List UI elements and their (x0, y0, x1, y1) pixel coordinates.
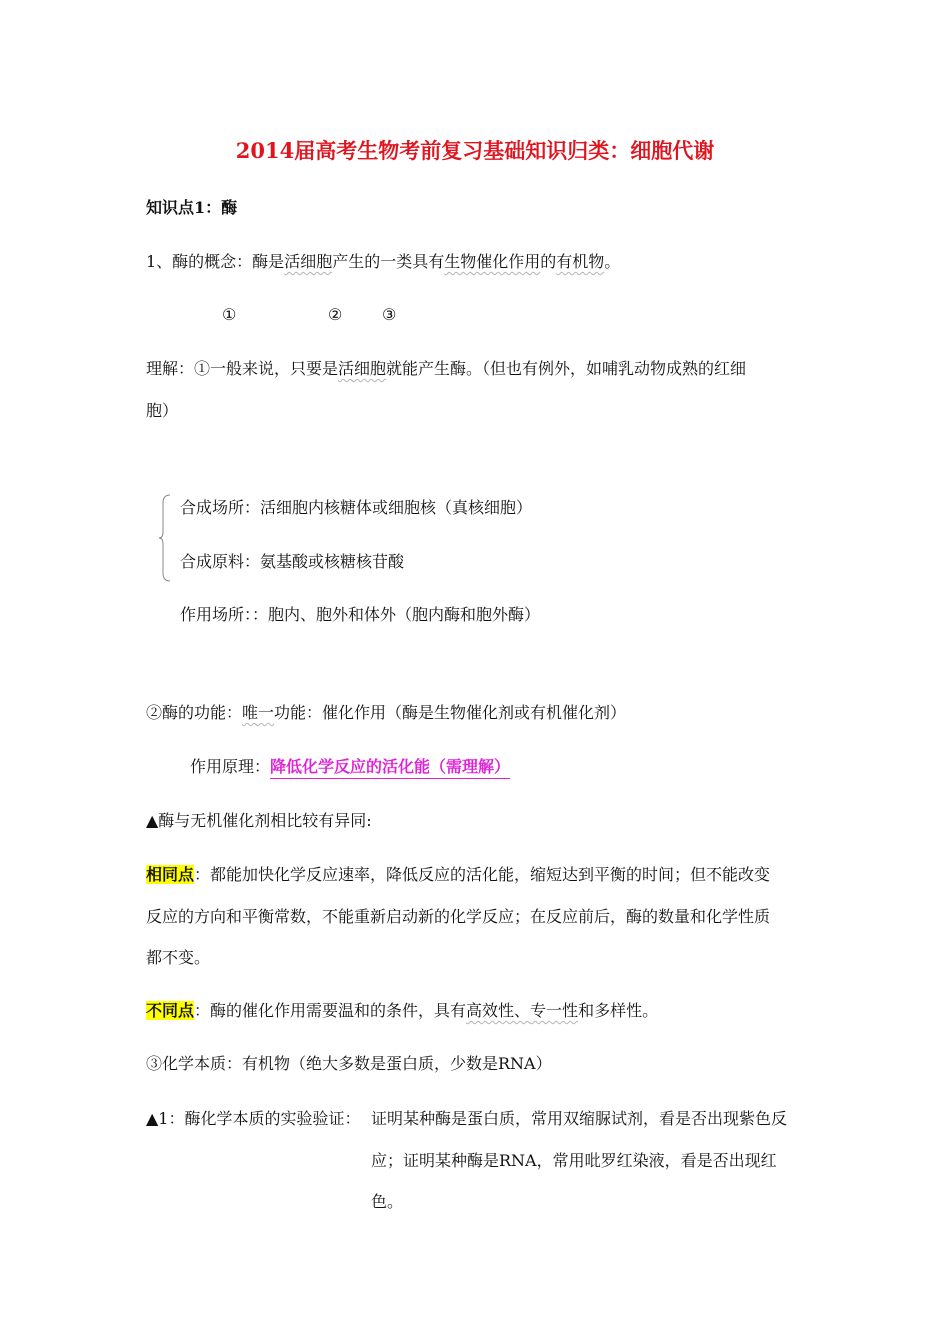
synthesis-site: 合成场所：活细胞内核糖体或细胞核（真核细胞） (180, 498, 533, 517)
understanding-line-1 (146, 361, 746, 377)
section-heading-enzyme: 知识点1：酶 (146, 198, 238, 217)
diff-term-efficiency: 高效性、 (466, 1001, 531, 1020)
concept-prefix: 1、酶的概念：酶是 (146, 252, 285, 271)
principle-label: 作用原理： (190, 757, 271, 776)
understanding-term-living-cell: 活细胞 (338, 359, 387, 378)
principle-line (190, 759, 510, 775)
experiment-label: ▲1：酶化学本质的实验验证： (146, 1109, 361, 1128)
experiment-line-1: 证明某种酶是蛋白质，常用双缩脲试剂，看是否出现紫色反 (371, 1109, 788, 1128)
nature-line: ③化学本质：有机物（绝大多数是蛋白质，少数是RNA） (146, 1054, 552, 1073)
experiment-line-2: 应；证明某种酶是RNA，常用吡罗红染液，看是否出现红 (371, 1151, 777, 1170)
diff-rest: 和多样性。 (578, 1001, 659, 1020)
diff-prefix: ：酶的催化作用需要温和的条件，具有 (194, 1001, 467, 1020)
concept-term-living-cell: 活细胞 (284, 252, 333, 271)
concept-line (146, 254, 620, 270)
understanding-rest: 就能产生酶。（但也有例外，如哺乳动物成熟的红细 (386, 359, 747, 378)
diff-term-specificity: 专一性 (530, 1001, 579, 1020)
principle-value: 降低化学反应的活化能（需理解） (270, 757, 510, 779)
function-term-only: 唯一 (242, 703, 275, 722)
function-prefix: ②酶的功能： (146, 703, 243, 722)
concept-term-organic: 有机物 (556, 252, 605, 271)
action-site: 作用场所：：胞内、胞外和体外（胞内酶和胞外酶） (180, 605, 541, 624)
same-line-2: 反应的方向和平衡常数，不能重新启动新的化学反应；在反应前后，酶的数量和化学性质 (146, 907, 771, 926)
function-line (146, 705, 626, 721)
left-brace-icon (158, 494, 172, 582)
same-line-3: 都不变。 (146, 948, 211, 967)
document-title: 2014届高考生物考前复习基础知识归类：细胞代谢 (235, 138, 715, 163)
synthesis-material: 合成原料：氨基酸或核糖核苷酸 (180, 552, 405, 571)
concept-end: 。 (604, 252, 621, 271)
same-label: 相同点 (146, 865, 195, 884)
marker-3: ③ (382, 305, 397, 324)
concept-term-catalysis: 生物催化作用 (444, 252, 541, 271)
concept-mid1: 产生的一类具有 (332, 252, 445, 271)
diff-line (146, 1003, 658, 1019)
marker-1: ① (222, 305, 237, 324)
understanding-prefix: 理解：①一般来说，只要是 (146, 359, 339, 378)
function-rest: 功能：催化作用（酶是生物催化剂或有机催化剂） (274, 703, 627, 722)
same-line-1 (146, 867, 770, 883)
same-text-1: ：都能加快化学反应速率，降低反应的活化能，缩短达到平衡的时间；但不能改变 (194, 865, 771, 884)
concept-mid2: 的 (540, 252, 557, 271)
experiment-line-3: 色。 (371, 1192, 404, 1211)
understanding-line-2: 胞） (146, 401, 179, 420)
marker-2: ② (328, 305, 343, 324)
compare-heading: ▲酶与无机催化剂相比较有异同: (146, 811, 372, 830)
diff-label: 不同点 (146, 1001, 195, 1020)
